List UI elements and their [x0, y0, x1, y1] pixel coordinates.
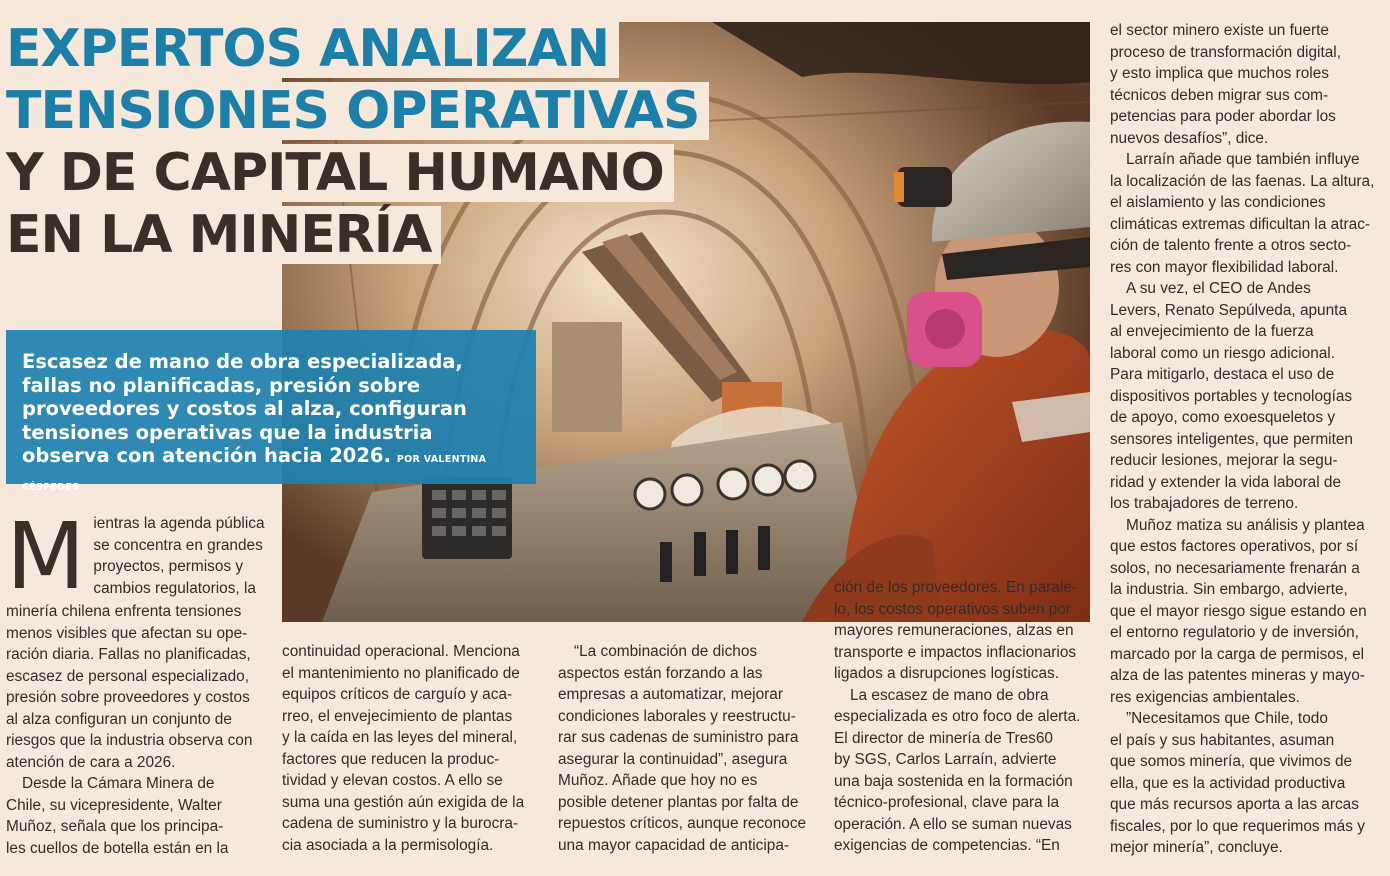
text-line: que más recursos aporta a las arcas — [1110, 796, 1359, 813]
text-line: una mayor capacidad de anticipa- — [558, 836, 790, 854]
text-line: el país y sus habitantes, asuman — [1110, 731, 1335, 749]
body-column-3 — [558, 641, 820, 856]
text-line: Para mitigarlo, destaca el uso de — [1110, 366, 1335, 383]
text-line: res exigencias ambientales. — [1110, 688, 1300, 706]
headline-line-2: TENSIONES OPERATIVAS — [0, 82, 709, 140]
lead-summary: Escasez de mano de obra especializada, fallas no planificadas, presión sobre proveedores y costos al alza, configuran tensiones operativas que la industria observa con atención hacia 2026. — [22, 350, 467, 467]
text-line: mayores remuneraciones, alzas en — [834, 622, 1074, 639]
text-line: de apoyo, como exoesqueletos y — [1110, 409, 1336, 426]
text-line: al alza configuran un conjunto de — [6, 710, 232, 728]
text-line: menos visibles que afectan su ope- — [6, 624, 248, 642]
text-line: y la caída en las leyes del mineral, — [282, 729, 518, 746]
text-line: lo, los costos operativos suben por — [834, 600, 1071, 618]
text-line: Chile, su vicepresidente, Walter — [6, 796, 222, 814]
text-line: la localización de las faenas. La altura, — [1110, 172, 1375, 190]
text-line: reducir lesiones, mejorar la segu- — [1110, 452, 1338, 469]
text-line: los trabajadores de terreno. — [1110, 495, 1299, 512]
text-line: el sector minero existe un fuerte — [1110, 22, 1329, 39]
text-line: rreo, el envejecimiento de plantas — [282, 707, 513, 725]
text-line: ”Necesitamos que Chile, todo — [1126, 710, 1328, 727]
headline-line-1: EXPERTOS ANALIZAN — [0, 20, 619, 78]
headline-line-4: EN LA MINERÍA — [0, 206, 441, 264]
text-line: ción de talento frente a otros secto- — [1110, 237, 1352, 254]
text-line: marcado por la carga de permisos, el — [1110, 645, 1365, 663]
text-line: proceso de transformación digital, — [1110, 43, 1341, 61]
dropcap: M — [6, 503, 86, 610]
text-line: la industria. Sin embargo, advierte, — [1110, 581, 1348, 598]
text-line: técnico-profesional, clave para la — [834, 794, 1059, 811]
text-line: solos, no necesariamente frenarán a — [1110, 559, 1360, 577]
text-line: rar sus cadenas de suministro para — [558, 729, 799, 746]
text-line: asegurar la continuidad”, asegura — [558, 750, 788, 768]
text-line: Levers, Renato Sepúlveda, apunta — [1110, 301, 1348, 319]
text-line: equipos críticos de carguío y aca- — [282, 686, 513, 703]
text-line: Larraín añade que también influye — [1126, 151, 1360, 168]
text-line: presión sobre proveedores y costos — [6, 689, 250, 706]
text-line: técnicos deben migrar sus com- — [1110, 86, 1329, 104]
text-line: se concentra en grandes — [93, 536, 263, 554]
byline: POR VALENTINA CÉSPEDES — [22, 454, 487, 493]
text-line: una baja sostenida en la formación — [834, 772, 1073, 790]
text-line: ración diaria. Fallas no planificadas, — [6, 646, 251, 663]
text-line: factores que reducen la produc- — [282, 750, 500, 768]
text-line: especializada es otro foco de alerta. — [834, 708, 1081, 725]
text-line: La escasez de mano de obra — [850, 686, 1049, 704]
text-line: mejor minería”, concluye. — [1110, 839, 1283, 856]
text-line: operación. A ello se suman nuevas — [834, 815, 1072, 833]
text-line: cia asociada a la permisología. — [282, 836, 494, 854]
body-column-4 — [834, 577, 1096, 857]
text-line: climáticas extremas dificultan la atrac- — [1110, 215, 1371, 233]
text-line: que el mayor riesgo sigue estando en — [1110, 602, 1367, 620]
text-line: ligados a disrupciones logísticas. — [834, 665, 1059, 682]
text-line: Desde la Cámara Minera de — [22, 775, 215, 792]
text-line: empresas a automatizar, mejorar — [558, 686, 783, 703]
text-line: riesgos que la industria observa con — [6, 732, 253, 749]
text-line: Muñoz, señala que los principa- — [6, 818, 224, 835]
lead-text — [22, 350, 522, 499]
text-line: suma una gestión aún exigida de la — [282, 793, 525, 811]
text-line: posible detener plantas por falta de — [558, 793, 799, 811]
lead-box — [6, 330, 536, 493]
text-line: fiscales, por lo que requerimos más y — [1110, 817, 1365, 835]
text-line: minería chilena enfrenta tensiones — [6, 603, 242, 620]
headline-line-3: Y DE CAPITAL HUMANO — [0, 144, 674, 202]
text-line: transporte e impactos inflacionarios — [834, 643, 1077, 661]
body-column-5 — [1110, 20, 1380, 859]
text-line: el entorno regulatorio y de inversión, — [1110, 624, 1359, 641]
text-line: cambios regulatorios, la — [93, 579, 256, 597]
text-line: atención de cara a 2026. — [6, 753, 176, 771]
text-line: cadena de suministro y la burocra- — [282, 815, 519, 832]
text-line: el mantenimiento no planificado de — [282, 664, 520, 682]
text-line: laboral como un riesgo adicional. — [1110, 344, 1336, 362]
body-column-2 — [282, 641, 544, 856]
text-line: exigencias de competencias. “En — [834, 837, 1060, 854]
text-line: repuestos críticos, aunque reconoce — [558, 815, 807, 832]
text-line: tividad y elevan costos. A ello se — [282, 772, 503, 789]
text-line: que somos minería, que vivimos de — [1110, 753, 1353, 770]
text-line: proyectos, permisos y — [93, 558, 244, 575]
text-line: aspectos están forzando a las — [558, 664, 763, 682]
text-line: y esto implica que muchos roles — [1110, 65, 1329, 82]
text-line: que estos factores operativos, por sí — [1110, 538, 1359, 555]
text-line: Muñoz matiza su análisis y plantea — [1126, 516, 1365, 534]
text-line: al envejecimiento de la fuerza — [1110, 323, 1314, 340]
text-line: ientras la agenda pública — [93, 515, 265, 532]
text-line: petencias para poder abordar los — [1110, 108, 1336, 125]
text-line: condiciones laborales y reestructu- — [558, 707, 796, 725]
text-line: dispositivos portables y tecnologías — [1110, 387, 1353, 405]
text-line: sensores inteligentes, que permiten — [1110, 430, 1353, 448]
text-line: alza de las patentes mineras y mayo- — [1110, 667, 1365, 684]
text-line: ción de los proveedores. En parale- — [834, 579, 1077, 596]
text-line: res con mayor flexibilidad laboral. — [1110, 258, 1339, 276]
body-column-1 — [6, 503, 271, 859]
text-line: el aislamiento y las condiciones — [1110, 194, 1326, 211]
text-line: Muñoz. Añade que hoy no es — [558, 772, 758, 789]
text-line: A su vez, el CEO de Andes — [1126, 280, 1311, 297]
text-line: ella, que es la actividad productiva — [1110, 774, 1346, 792]
text-line: El director de minería de Tres60 — [834, 729, 1053, 747]
text-line: by SGS, Carlos Larraín, advierte — [834, 751, 1057, 768]
text-line: “La combinación de dichos — [574, 643, 758, 660]
text-line: nuevos desafíos”, dice. — [1110, 129, 1269, 147]
text-line: ridad y extender la vida laboral de — [1110, 473, 1342, 491]
text-line: les cuellos de botella están en la — [6, 839, 229, 857]
text-line: escasez de personal especializado, — [6, 667, 249, 685]
text-line: continuidad operacional. Menciona — [282, 643, 520, 660]
